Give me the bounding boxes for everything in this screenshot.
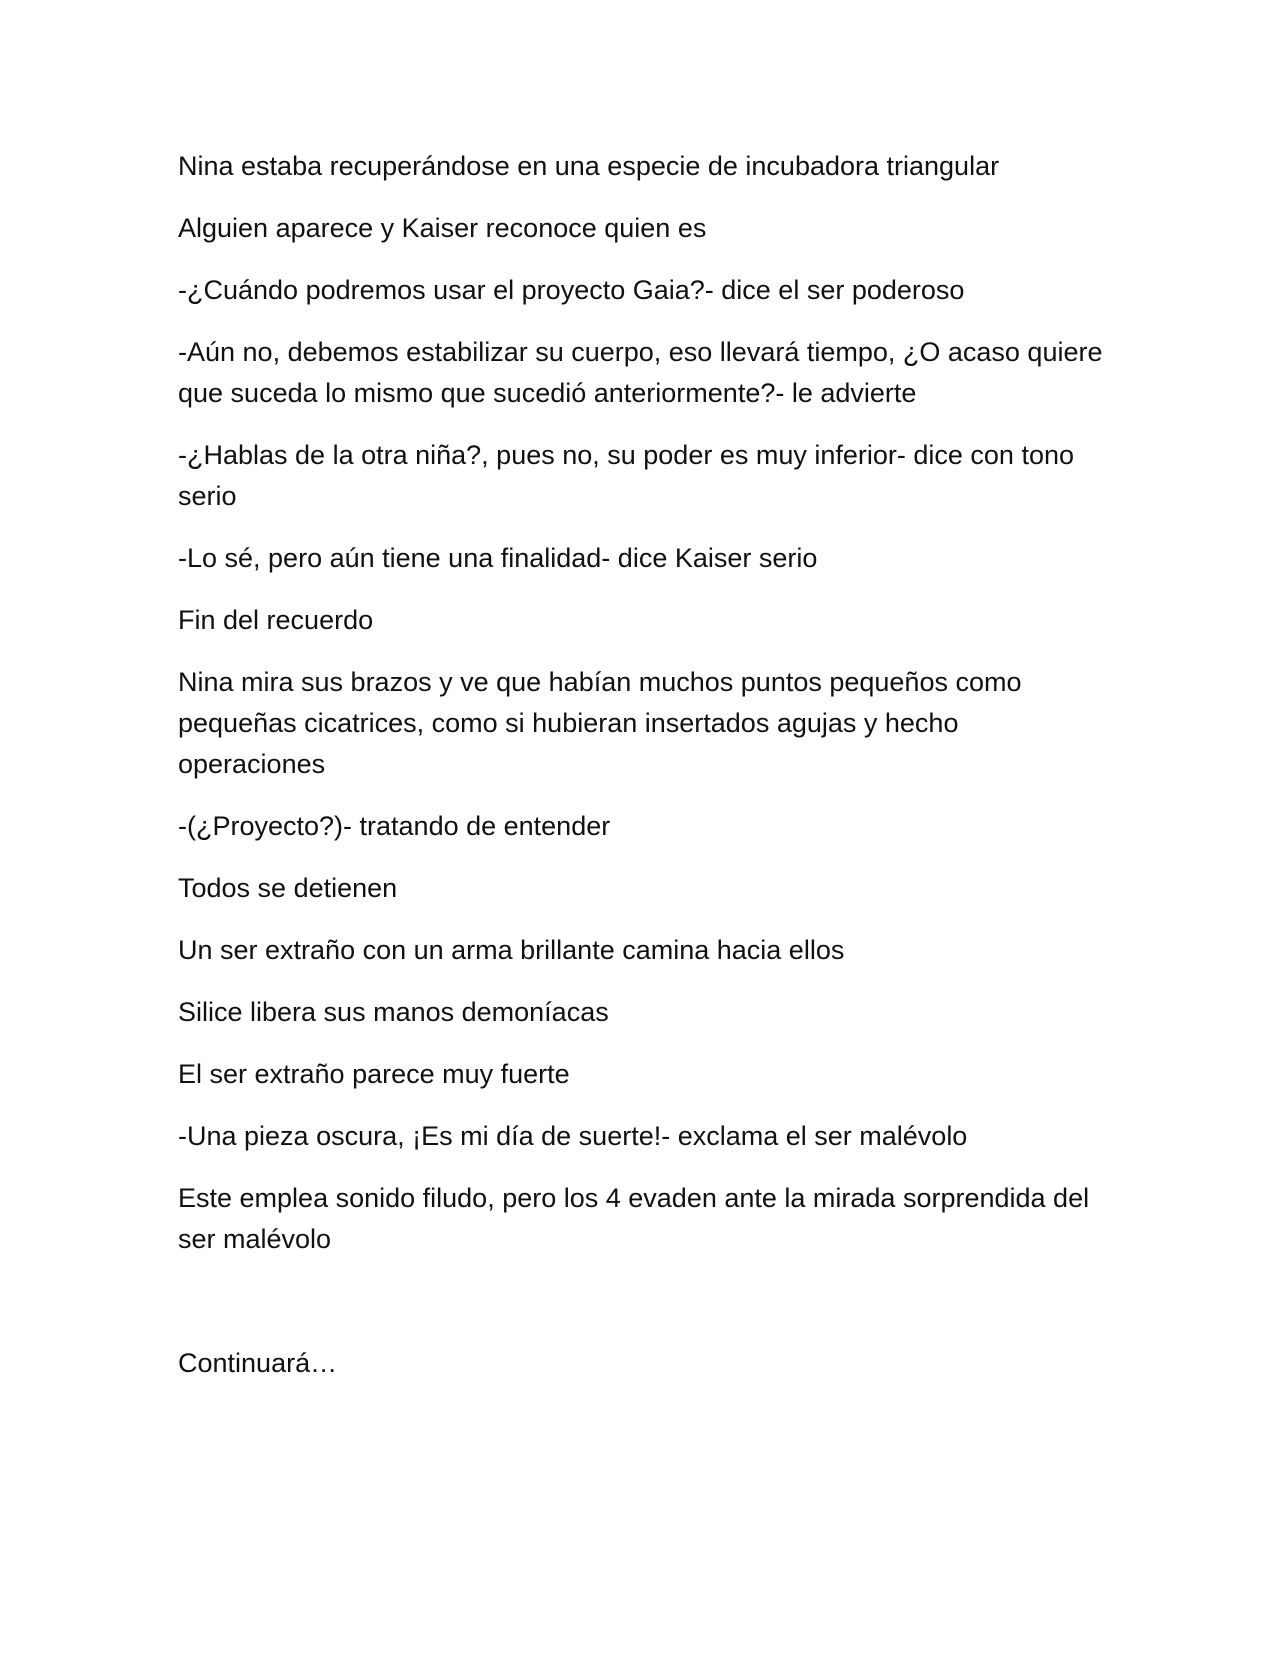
paragraph: Silice libera sus manos demoníacas	[178, 997, 609, 1027]
blank-line	[178, 1281, 1108, 1343]
paragraph: -Aún no, debemos estabilizar su cuerpo, eso llevará tiempo, ¿O acaso quiere que suceda lo mismo que sucedió anteriormente?- le advierte	[178, 337, 1111, 408]
paragraph: -¿Cuándo podremos usar el proyecto Gaia?- dice el ser poderoso	[178, 275, 965, 305]
paragraph: Alguien aparece y Kaiser reconoce quien es	[178, 213, 707, 243]
closing-line: Continuará…	[178, 1348, 338, 1378]
paragraph: Fin del recuerdo	[178, 605, 374, 635]
paragraph: Todos se detienen	[178, 873, 398, 903]
paragraph: -(¿Proyecto?)- tratando de entender	[178, 811, 611, 841]
paragraph: -¿Hablas de la otra niña?, pues no, su poder es muy inferior- dice con tono serio	[178, 440, 1082, 511]
paragraph: Este emplea sonido filudo, pero los 4 evaden ante la mirada sorprendida del ser malévolo	[178, 1183, 1097, 1254]
paragraph: Nina estaba recuperándose en una especie de incubadora triangular	[178, 151, 1000, 181]
paragraph: -Una pieza oscura, ¡Es mi día de suerte!- exclama el ser malévolo	[178, 1121, 968, 1151]
document-body	[178, 146, 1111, 1405]
paragraph: Nina mira sus brazos y ve que habían muchos puntos pequeños como pequeñas cicatrices, como si hubieran insertados agujas y hecho operaciones	[178, 667, 1030, 779]
paragraph: Un ser extraño con un arma brillante camina hacia ellos	[178, 935, 845, 965]
paragraph: -Lo sé, pero aún tiene una finalidad- dice Kaiser serio	[178, 543, 818, 573]
paragraph: El ser extraño parece muy fuerte	[178, 1059, 570, 1089]
